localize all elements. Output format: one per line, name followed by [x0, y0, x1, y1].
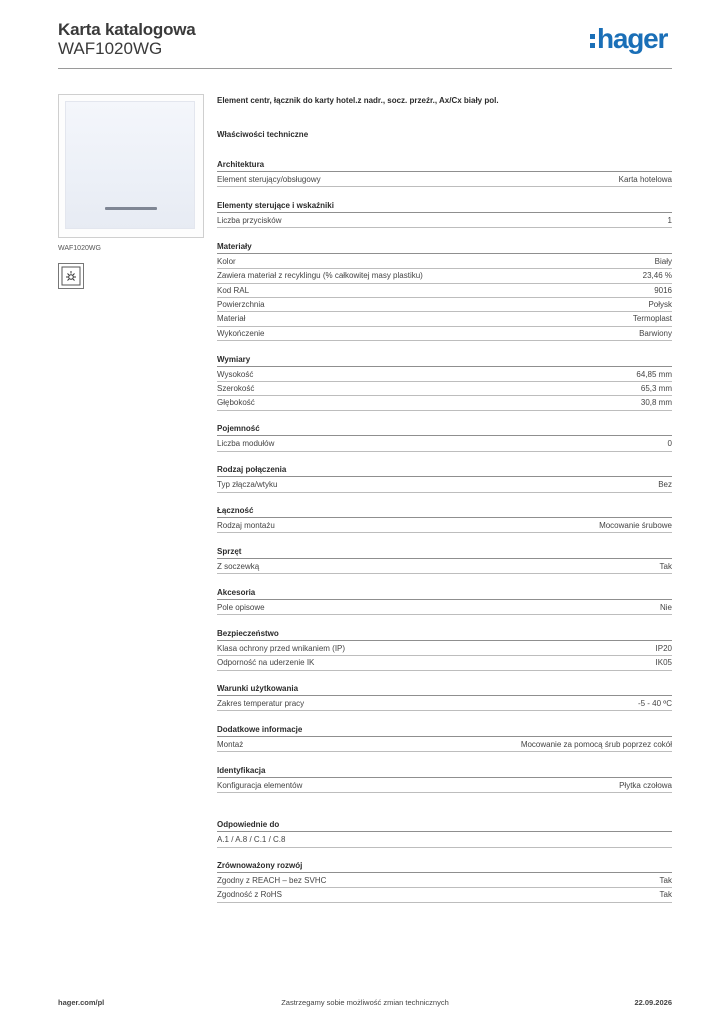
spec-row-label: Zgodny z REACH – bez SVHC — [217, 876, 327, 886]
spec-row — [217, 656, 672, 670]
spec-row-value: Tak — [659, 890, 672, 900]
spec-row-label: A.1 / A.8 / C.1 / C.8 — [217, 835, 286, 845]
section-title: Sprzęt — [217, 546, 672, 559]
spec-row — [217, 327, 672, 341]
section-title: Akcesoria — [217, 587, 672, 600]
spec-row — [217, 255, 672, 269]
section-title: Warunki użytkowania — [217, 683, 672, 696]
spec-section — [217, 464, 672, 492]
spec-section — [217, 354, 672, 411]
spec-row-label: Z soczewką — [217, 561, 260, 571]
spec-row-value: Mocowanie śrubowe — [599, 521, 672, 531]
suitable-for-section — [217, 819, 672, 847]
card-slot — [105, 207, 157, 210]
logo-text: hager — [597, 23, 668, 54]
spec-row — [217, 697, 672, 711]
spec-row-value: 9016 — [654, 285, 672, 295]
section-title: Pojemność — [217, 423, 672, 436]
spec-section — [217, 860, 672, 903]
spec-row-label: Materiał — [217, 314, 246, 324]
spec-row-value: 65,3 mm — [640, 384, 672, 394]
spec-row — [217, 368, 672, 382]
spec-section — [217, 423, 672, 451]
spec-row — [217, 382, 672, 396]
product-image — [58, 94, 204, 238]
spec-row-value: Biały — [654, 256, 672, 266]
sustainability-section — [217, 860, 672, 903]
spec-row-label: Liczba przycisków — [217, 215, 282, 225]
hager-logo — [590, 23, 672, 56]
spec-row — [217, 214, 672, 228]
spec-section — [217, 200, 672, 228]
spec-row — [217, 642, 672, 656]
spec-row-label: Liczba modułów — [217, 439, 275, 449]
spec-row — [217, 833, 672, 847]
spec-row-label: Klasa ochrony przed wnikaniem (IP) — [217, 643, 346, 653]
section-title: Architektura — [217, 159, 672, 172]
section-title: Identyfikacja — [217, 765, 672, 778]
spec-section — [217, 765, 672, 793]
spec-row-label: Odporność na uderzenie IK — [217, 658, 315, 668]
technical-properties-heading: Właściwości techniczne — [217, 130, 309, 139]
spec-row — [217, 601, 672, 615]
section-title: Łączność — [217, 505, 672, 518]
logo-dots-icon — [590, 34, 596, 52]
section-title: Bezpieczeństwo — [217, 628, 672, 641]
spec-row-label: Szerokość — [217, 384, 255, 394]
product-code-title: WAF1020WG — [58, 39, 163, 58]
spec-section — [217, 241, 672, 341]
spec-section — [217, 724, 672, 752]
spec-sections — [217, 159, 672, 793]
spec-row-label: Typ złącza/wtyku — [217, 480, 278, 490]
spec-row-value: 30,8 mm — [640, 398, 672, 408]
spec-row-label: Wykończenie — [217, 328, 265, 338]
spec-row-label: Powierzchnia — [217, 299, 265, 309]
spec-row — [217, 779, 672, 793]
spec-row — [217, 478, 672, 492]
spec-row-value: IK05 — [655, 658, 672, 668]
section-title: Odpowiednie do — [217, 819, 672, 832]
spec-row-value: Nie — [659, 602, 672, 612]
spec-row-value: Tak — [659, 876, 672, 886]
document-type-title: Karta katalogowa — [58, 20, 196, 39]
spec-row — [217, 284, 672, 298]
section-title: Rodzaj połączenia — [217, 464, 672, 477]
spec-row-value: Płytka czołowa — [619, 780, 672, 790]
spec-section — [217, 159, 672, 187]
switch-plate-image — [65, 101, 195, 229]
spec-row-label: Głębokość — [217, 398, 255, 408]
footer-website-link[interactable]: hager.com/pl — [58, 998, 105, 1007]
spec-row-value: Połysk — [648, 299, 672, 309]
spec-row-value: Mocowanie za pomocą śrub poprzez cokół — [520, 739, 672, 749]
section-title: Zrównoważony rozwój — [217, 860, 672, 873]
spec-row-label: Konfiguracja elementów — [217, 780, 303, 790]
spec-section — [217, 819, 672, 847]
spec-row-label: Zgodność z RoHS — [217, 890, 282, 900]
footer-date: 22.09.2026 — [634, 998, 672, 1007]
spec-row-label: Montaż — [217, 739, 244, 749]
spec-row-value: 23,46 % — [642, 271, 672, 281]
spec-row-label: Zakres temperatur pracy — [217, 699, 305, 709]
section-title: Materiały — [217, 241, 672, 254]
spec-row-value: Tak — [659, 561, 672, 571]
spec-row — [217, 269, 672, 283]
spec-row — [217, 173, 672, 187]
spec-row-value: 1 — [667, 215, 672, 225]
section-title: Elementy sterujące i wskaźniki — [217, 200, 672, 213]
spec-section — [217, 587, 672, 615]
spec-row — [217, 738, 672, 752]
footer-notice: Zastrzegamy sobie możliwość zmian technicznych — [281, 998, 449, 1007]
spec-row-label: Kod RAL — [217, 285, 250, 295]
spec-row-label: Wysokość — [217, 369, 254, 379]
technical-specification — [217, 96, 672, 903]
spec-row — [217, 437, 672, 451]
spec-section — [217, 505, 672, 533]
spec-row — [217, 560, 672, 574]
spec-row-value: -5 - 40 ºC — [637, 699, 672, 709]
spec-row-label: Zawiera materiał z recyklingu (% całkowitej masy plastiku) — [217, 271, 423, 281]
spec-section — [217, 546, 672, 574]
spec-row-value: IP20 — [655, 643, 672, 653]
spec-row — [217, 519, 672, 533]
spec-row-value: Karta hotelowa — [618, 175, 672, 184]
spec-row-value: 0 — [667, 439, 672, 449]
section-title: Dodatkowe informacje — [217, 724, 672, 737]
spec-row-value: 64,85 mm — [636, 369, 672, 379]
section-title: Wymiary — [217, 354, 672, 367]
spec-row — [217, 396, 672, 410]
spec-row-label: Rodzaj montażu — [217, 521, 275, 531]
spec-row-value: Barwiony — [639, 328, 672, 338]
spec-row — [217, 874, 672, 888]
spec-row-value: Termoplast — [632, 314, 672, 324]
spec-row — [217, 312, 672, 326]
spec-row-value: Bez — [658, 480, 672, 490]
document-header — [58, 20, 672, 69]
product-description: Element centr, łącznik do karty hotel.z nadr., socz. przeźr., Ax/Cx biały pol. — [217, 96, 499, 105]
spec-row-label: Element sterujący/obsługowy — [217, 175, 321, 184]
spec-row-label: Kolor — [217, 256, 236, 266]
illuminated-switch-icon — [58, 263, 84, 289]
spec-section — [217, 628, 672, 671]
spec-section — [217, 683, 672, 711]
spec-row-label: Pole opisowe — [217, 602, 265, 612]
product-image-caption: WAF1020WG — [58, 245, 101, 252]
spec-row — [217, 888, 672, 902]
spec-row — [217, 298, 672, 312]
